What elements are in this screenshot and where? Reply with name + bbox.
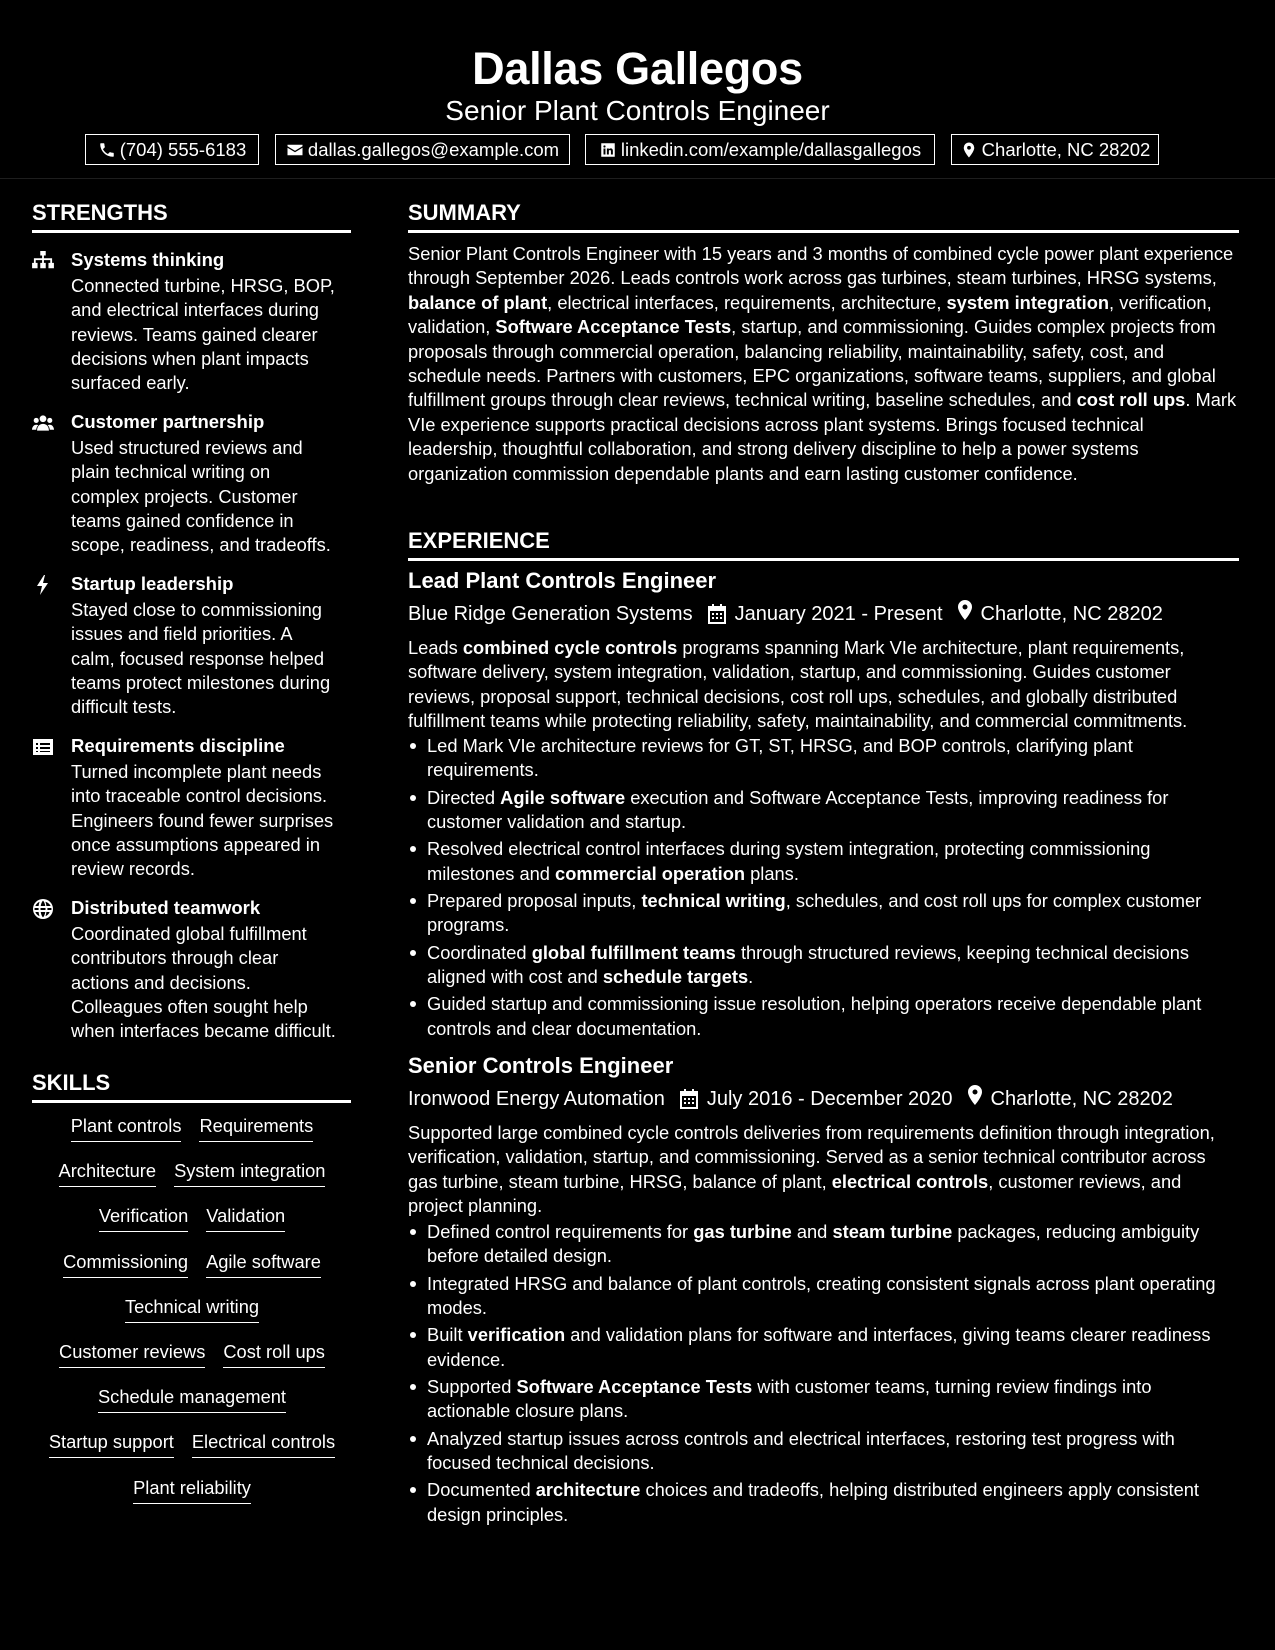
emphasis-text: system integration (946, 291, 1110, 313)
job-meta (408, 1085, 1173, 1112)
strength-line: reviews. Teams gained clearer (71, 323, 318, 345)
strength-line: Used structured reviews and (71, 437, 303, 458)
job-dates: July 2016 - December 2020 (706, 1087, 953, 1110)
skill-row (32, 1159, 352, 1204)
skills-heading: SKILLS (32, 1069, 351, 1103)
strength-line: Engineers found fewer surprises (71, 809, 334, 831)
strength-description (71, 436, 356, 557)
strength-line: Stayed close to commissioning (71, 599, 322, 620)
job-location: Charlotte, NC 28202 (980, 602, 1163, 625)
strength-line: calm, focused response helped (71, 647, 325, 669)
emphasis-text: balance of plant (408, 291, 548, 313)
bullet-item: Analyzed startup issues across controls and electrical interfaces, restoring test progress with focused technical decisions. (408, 1427, 1238, 1476)
bullet-item: Supported Software Acceptance Tests with customer teams, turning review findings into actionable closure plans. (408, 1375, 1238, 1424)
bullet-item: Resolved electrical control interfaces during system integration, protecting commissioning milestones and commercial operation plans. (408, 837, 1238, 886)
skill-tag: Agile software (206, 1250, 321, 1278)
job-company: Blue Ridge Generation Systems (408, 602, 693, 625)
strength-line: difficult tests. (71, 696, 177, 718)
skill-row (32, 1295, 352, 1340)
contact-linkedin[interactable] (585, 134, 935, 165)
skill-tag: Customer reviews (59, 1340, 205, 1368)
contact-linkedin-text: linkedin.com/example/dallasgallegos (620, 138, 922, 160)
contact-phone[interactable] (85, 134, 259, 165)
emphasis-text: combined cycle controls (462, 637, 678, 658)
emphasis-text: architecture (535, 1479, 641, 1501)
skill-tag: Startup support (49, 1430, 174, 1458)
strength-item (32, 896, 352, 1046)
skill-row (32, 1476, 352, 1521)
strength-line: Colleagues often sought help (71, 995, 308, 1017)
strength-line: teams protect milestones during (71, 671, 331, 693)
strength-line: teams gained confidence in (71, 509, 294, 531)
skill-tag: System integration (174, 1159, 325, 1187)
skill-row (32, 1250, 352, 1295)
bullet-item: Guided startup and commissioning issue resolution, helping operators receive dependable plant controls and clear documentation. (408, 992, 1238, 1041)
job-summary: Leads combined cycle controls programs spanning Mark VIe architecture, plant requirements, software delivery, system integration, validation, startup, and commissioning. Guides customer reviews, proposal support, technical decisions, cost roll ups, schedules, and globally distributed fulfillment teams while protecting reliability, safety, maintainability, and commercial commitments. (408, 637, 1188, 732)
strength-line: decisions when plant impacts (71, 347, 309, 369)
bullet-item: Built verification and validation plans for software and interfaces, giving teams clearer readiness evidence. (408, 1323, 1238, 1372)
emphasis-text: technical writing (641, 890, 786, 912)
job-bullets (408, 1220, 1238, 1530)
skill-tag: Requirements (199, 1114, 313, 1142)
skill-tag: Schedule management (98, 1385, 286, 1413)
job-title: Senior Controls Engineer (408, 1053, 674, 1078)
contact-phone-text: (704) 555-6183 (119, 138, 247, 160)
skill-row (32, 1114, 352, 1159)
job-bullets (408, 734, 1238, 1044)
bullet-item: Prepared proposal inputs, technical writing, schedules, and cost roll ups for complex customer programs. (408, 889, 1238, 938)
candidate-name: Dallas Gallegos (472, 43, 803, 94)
emphasis-text: commercial operation (555, 862, 746, 884)
emphasis-text: steam turbine (832, 1221, 953, 1242)
strength-line: actions and decisions. (71, 971, 251, 993)
linkedin-icon (599, 141, 617, 159)
strength-title: Customer partnership (71, 411, 265, 432)
strength-title: Requirements discipline (71, 735, 285, 756)
strength-line: issues and field priorities. A (71, 623, 293, 645)
map-pin-icon (960, 141, 978, 159)
map-pin-icon (957, 600, 973, 620)
skill-tag: Validation (206, 1204, 285, 1232)
sitemap-icon (32, 251, 54, 271)
strength-line: and electrical interfaces during (71, 299, 319, 321)
emphasis-text: schedule targets (602, 966, 749, 988)
strength-item (32, 734, 352, 884)
bullet-item: Defined control requirements for gas turbine and steam turbine packages, reducing ambiguity before detailed design. (408, 1220, 1238, 1269)
strength-line: plain technical writing on (71, 461, 271, 483)
strength-line: into traceable control decisions. (71, 785, 328, 807)
bullet-item: Directed Agile software execution and Software Acceptance Tests, improving readiness for customer validation and startup. (408, 786, 1238, 835)
list-alt-icon (32, 737, 54, 757)
emphasis-text: gas turbine (693, 1221, 792, 1242)
emphasis-text: cost roll ups (1076, 389, 1186, 411)
summary-heading: SUMMARY (408, 199, 1239, 233)
strength-line: review records. (71, 858, 195, 880)
strength-line: Turned incomplete plant needs (71, 761, 322, 782)
job-company: Ironwood Energy Automation (408, 1087, 665, 1110)
skills-list (32, 1114, 352, 1521)
strength-line: scope, readiness, and tradeoffs. (71, 534, 331, 556)
emphasis-text: Agile software (500, 786, 626, 808)
strength-line: when interfaces became difficult. (71, 1020, 336, 1042)
summary-text: Senior Plant Controls Engineer with 15 years and 3 months of combined cycle power plant experience through September 2026. Leads controls work across gas turbines, steam turbines, HRSG systems, balance of plant, electrical interfaces, requirements, architecture, system integration, verification, validation, Software Acceptance Tests, startup, and commissioning. Guides complex projects from proposals through commercial operation, balancing reliability, maintainability, safety, cost, and schedule needs. Partners with customers, EPC organizations, software teams, suppliers, and global fulfillment groups through clear reviews, technical writing, baseline schedules, and cost roll ups. Mark VIe experience supports practical decisions across plant systems. Brings focused technical leadership, thoughtful collaboration, and strong delivery discipline to help a power systems organization commission dependable plants and earn lasting customer confidence. (408, 243, 1237, 484)
strength-line: complex projects. Customer (71, 485, 298, 507)
job-title: Lead Plant Controls Engineer (408, 568, 717, 593)
emphasis-text: electrical controls (831, 1170, 989, 1192)
emphasis-text: verification (467, 1324, 566, 1346)
strength-line: contributors through clear (71, 947, 279, 969)
job-dates: January 2021 - Present (734, 602, 943, 625)
emphasis-text: Software Acceptance Tests (516, 1376, 753, 1398)
emphasis-text: Software Acceptance Tests (495, 316, 732, 338)
experience-heading: EXPERIENCE (408, 527, 1239, 561)
skill-tag: Commissioning (63, 1250, 188, 1278)
strength-description (71, 760, 356, 881)
calendar-icon (679, 1089, 699, 1109)
strengths-heading: STRENGTHS (32, 199, 351, 233)
skill-row (32, 1430, 352, 1475)
map-pin-icon (967, 1085, 983, 1105)
calendar-icon (707, 604, 727, 624)
skill-row (32, 1204, 352, 1249)
skill-tag: Electrical controls (192, 1430, 335, 1458)
strength-item (32, 410, 352, 560)
candidate-role: Senior Plant Controls Engineer (445, 95, 830, 126)
emphasis-text: global fulfillment teams (531, 941, 736, 963)
strength-line: Connected turbine, HRSG, BOP, (71, 275, 335, 296)
skill-tag: Architecture (59, 1159, 157, 1187)
skill-row (32, 1385, 352, 1430)
strength-item (32, 572, 352, 722)
strength-line: once assumptions appeared in (71, 833, 320, 855)
strength-description (71, 274, 356, 395)
bullet-item: Integrated HRSG and balance of plant controls, creating consistent signals across plant operating modes. (408, 1272, 1238, 1321)
skill-tag: Plant reliability (133, 1476, 251, 1504)
strength-title: Startup leadership (71, 573, 234, 594)
strength-title: Distributed teamwork (71, 897, 261, 918)
job-summary: Supported large combined cycle controls deliveries from requirements definition through integration, verification, validation, startup, and commissioning. Served as a senior technical contributor across gas turbine, steam turbine, HRSG, balance of plant, electrical controls, customer reviews, and project planning. (408, 1122, 1215, 1217)
bullet-item: Documented architecture choices and tradeoffs, helping distributed engineers apply consistent design principles. (408, 1478, 1238, 1527)
skill-tag: Cost roll ups (223, 1340, 325, 1368)
resume-header (0, 0, 1275, 179)
skill-tag: Technical writing (125, 1295, 259, 1323)
bullet-item: Led Mark VIe architecture reviews for GT, ST, HRSG, and BOP controls, clarifying plant requirements. (408, 734, 1238, 783)
envelope-icon (286, 141, 304, 159)
contact-location (951, 134, 1159, 165)
contact-email[interactable] (275, 134, 570, 165)
strength-item (32, 248, 352, 398)
job-meta (408, 600, 1163, 627)
bullet-item: Coordinated global fulfillment teams through structured reviews, keeping technical decisions aligned with cost and schedule targets. (408, 941, 1238, 990)
bolt-icon (32, 575, 54, 595)
contact-location-text: Charlotte, NC 28202 (981, 138, 1151, 160)
skill-row (32, 1340, 352, 1385)
strength-description (71, 922, 356, 1043)
globe-icon (32, 899, 54, 919)
contact-email-text: dallas.gallegos@example.com (307, 138, 560, 160)
job-location: Charlotte, NC 28202 (990, 1087, 1173, 1110)
users-icon (32, 413, 54, 433)
skill-tag: Plant controls (71, 1114, 182, 1142)
strength-description (71, 598, 356, 719)
strength-line: surfaced early. (71, 372, 190, 394)
strength-line: Coordinated global fulfillment (71, 923, 307, 944)
strength-title: Systems thinking (71, 249, 225, 270)
phone-icon (98, 141, 116, 159)
skill-tag: Verification (99, 1204, 188, 1232)
